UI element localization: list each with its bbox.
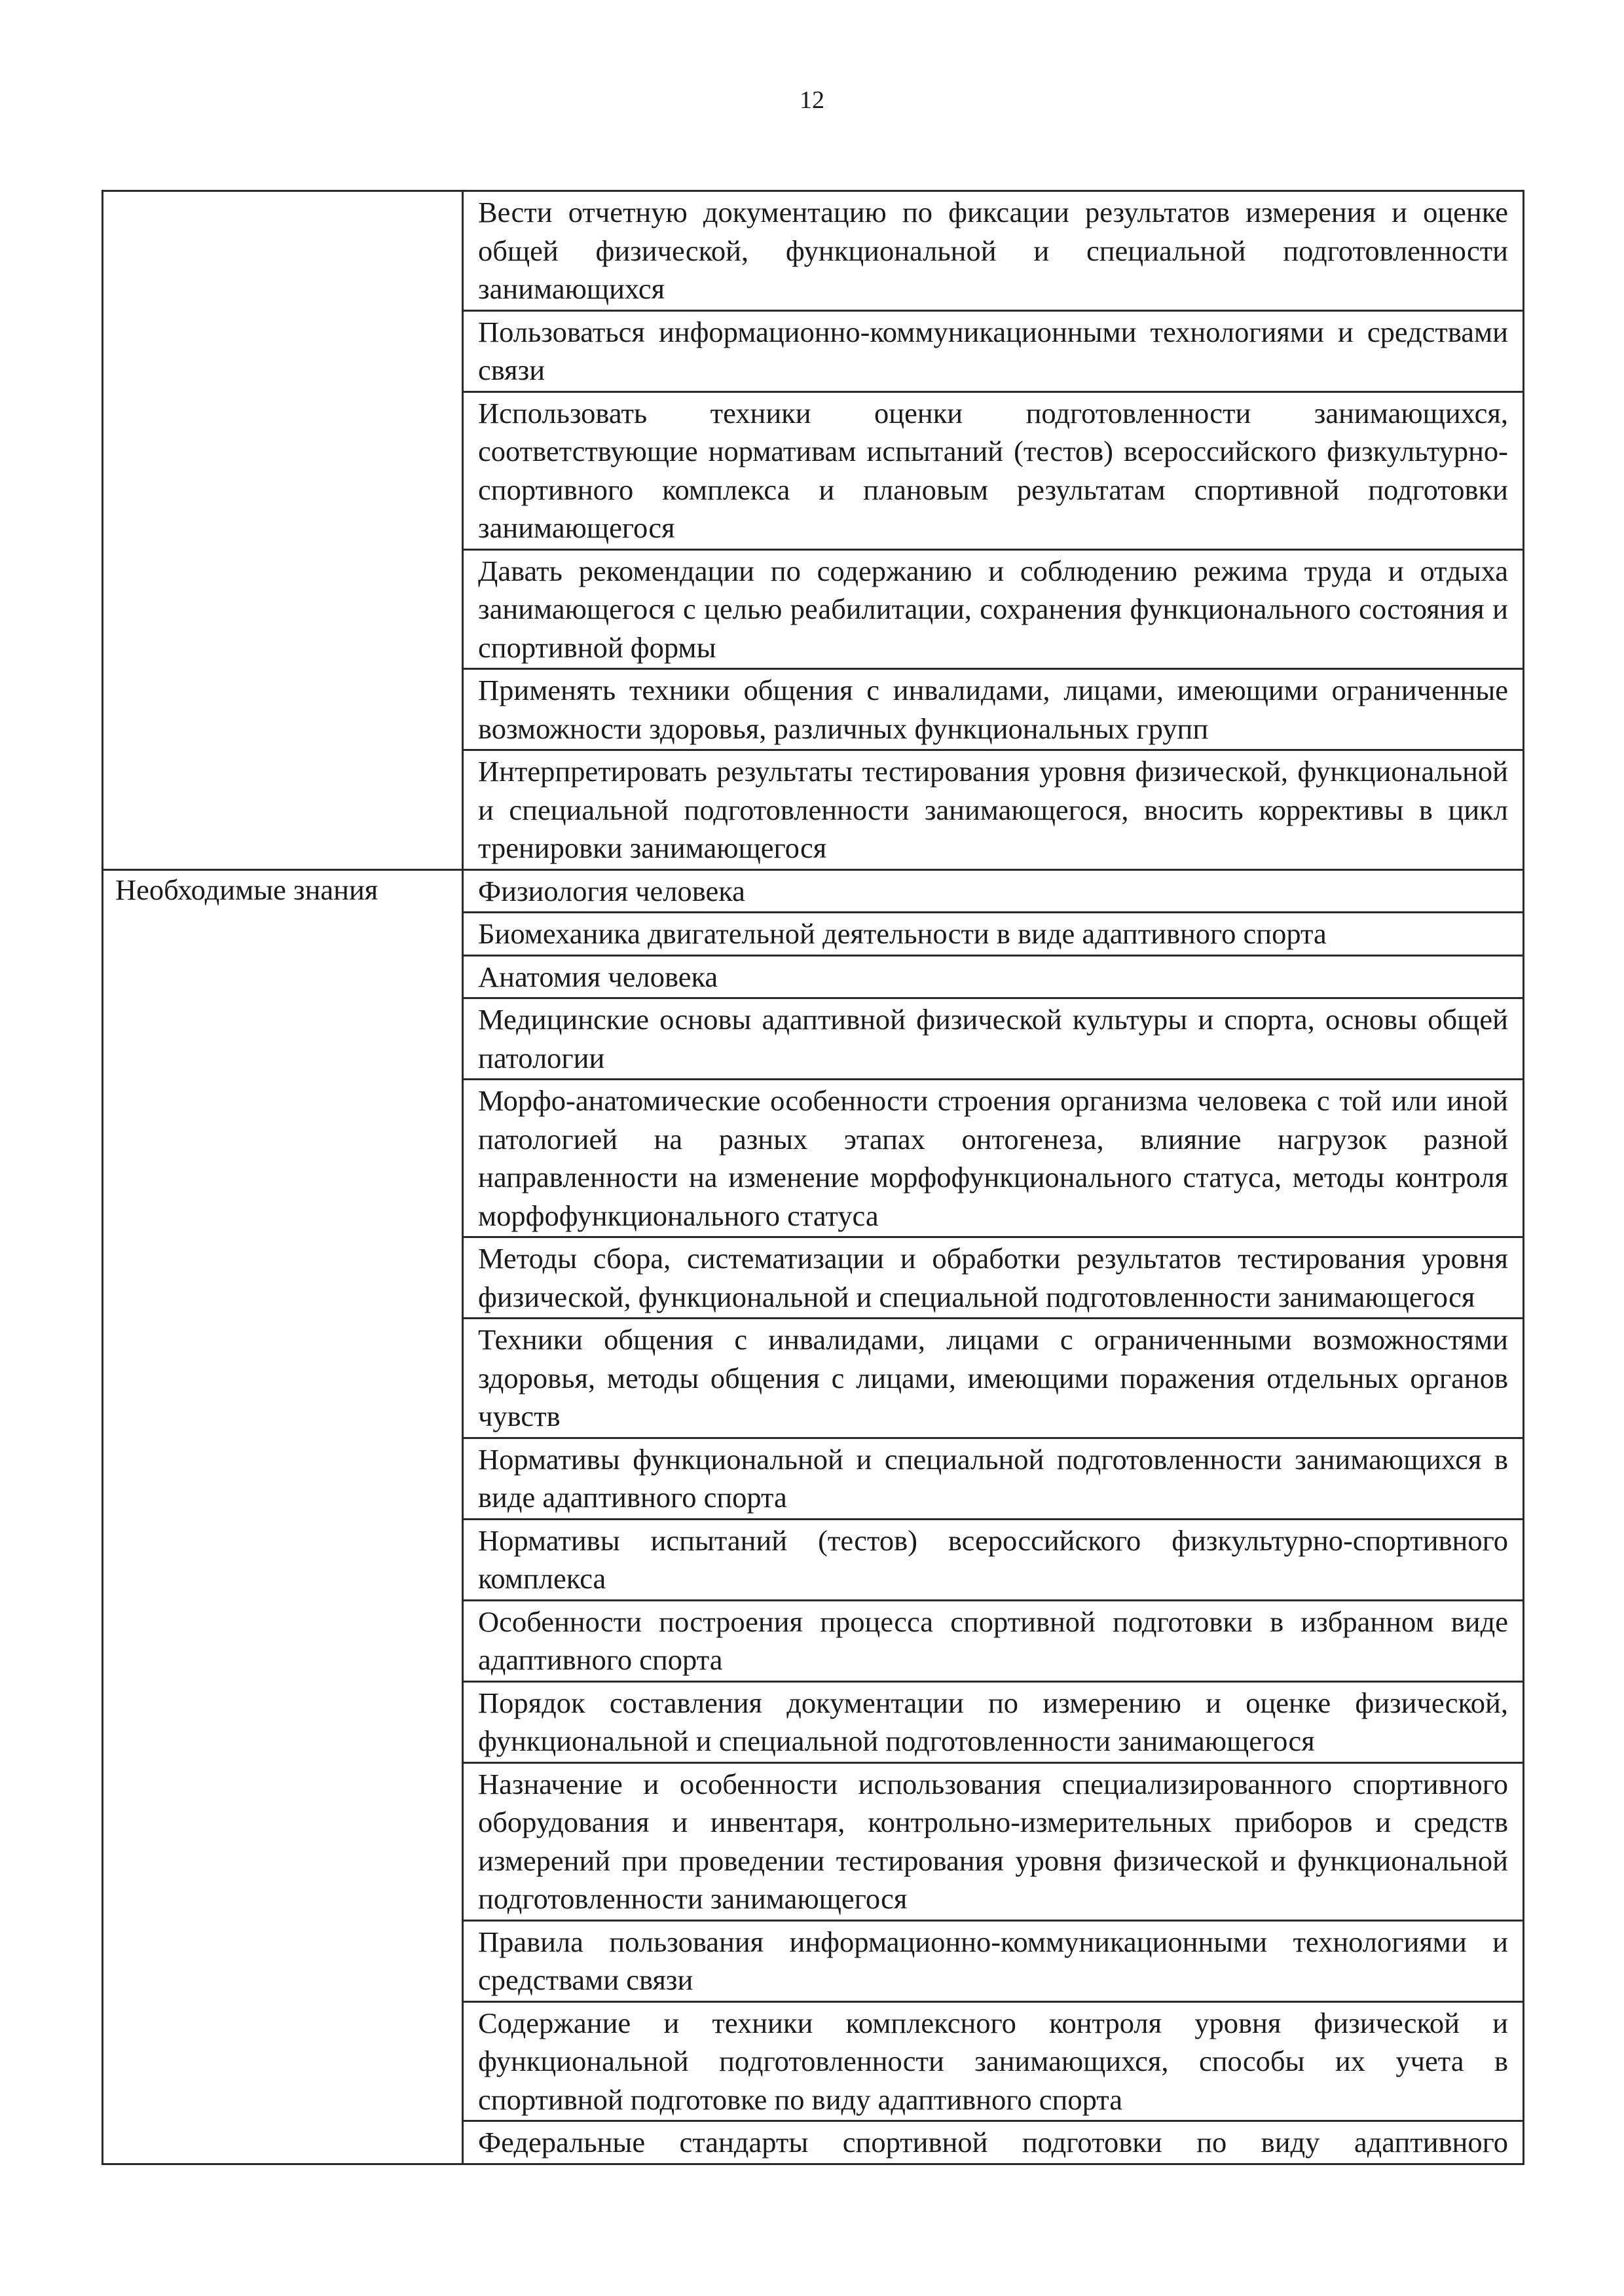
section-label-required-knowledge: Необходимые знания (103, 869, 463, 2164)
knowledge-item: Нормативы испытаний (тестов) всероссийского физкультурно-спортивного комплекса (463, 1519, 1524, 1600)
knowledge-item: Техники общения с инвалидами, лицами с ограниченными возможностями здоровья, методы общения с лицами, имеющими поражения отдельных органов чувств (463, 1319, 1524, 1438)
skill-item: Давать рекомендации по содержанию и соблюдению режима труда и отдыха занимающегося с целью реабилитации, сохранения функционального состояния и спортивной формы (463, 549, 1524, 669)
knowledge-item: Назначение и особенности использования специализированного спортивного оборудования и инвентаря, контрольно-измерительных приборов и средств измерений при проведении тестирования уровня физической и функциональной подготовленности занимающегося (463, 1762, 1524, 1920)
knowledge-item: Порядок составления документации по измерению и оценке физической, функциональной и специальной подготовленности занимающегося (463, 1681, 1524, 1762)
skill-item: Применять техники общения с инвалидами, лицами, имеющими ограниченные возможности здоровья, различных функциональных групп (463, 669, 1524, 750)
table-row (103, 869, 1524, 913)
knowledge-item: Нормативы функциональной и специальной подготовленности занимающихся в виде адаптивного спорта (463, 1438, 1524, 1519)
knowledge-item: Физиология человека (463, 869, 1524, 913)
skill-item: Вести отчетную документацию по фиксации результатов измерения и оценке общей физической, функциональной и специальной подготовленности занимающихся (478, 196, 1508, 305)
knowledge-item: Правила пользования информационно-коммуникационными технологиями и средствами связи (463, 1920, 1524, 2001)
knowledge-item: Методы сбора, систематизации и обработки результатов тестирования уровня физической, функциональной и специальной подготовленности занимающегося (463, 1237, 1524, 1319)
requirements-table (101, 190, 1524, 2165)
skill-item: Использовать техники оценки подготовленности занимающихся, соответствующие нормативам испытаний (тестов) всероссийского физкультурно-спортивного комплекса и плановым результатам спортивной подготовки занимающегося (463, 392, 1524, 549)
knowledge-item: Морфо-анатомические особенности строения организма человека с той или иной патологией на разных этапах онтогенеза, влияние нагрузок разной направленности на изменение морфофункционального статуса, методы контроля морфофункционального статуса (463, 1080, 1524, 1237)
knowledge-item: Медицинские основы адаптивной физической культуры и спорта, основы общей патологии (463, 998, 1524, 1080)
skill-item: Пользоваться информационно-коммуникационными технологиями и средствами связи (463, 310, 1524, 392)
knowledge-item: Содержание и техники комплексного контроля уровня физической и функциональной подготовленности занимающихся, способы их учета в спортивной подготовке по виду адаптивного спорта (463, 2001, 1524, 2121)
knowledge-item: Федеральные стандарты спортивной подготовки по виду адаптивного (463, 2121, 1524, 2164)
knowledge-item: Особенности построения процесса спортивной подготовки в избранном виде адаптивного спорта (463, 1600, 1524, 1681)
page-number: 12 (800, 86, 824, 114)
skill-item: Интерпретировать результаты тестирования уровня физической, функциональной и специальной подготовленности занимающегося, вносить коррективы в цикл тренировки занимающегося (463, 750, 1524, 870)
table-row (103, 191, 1524, 311)
section-label-empty (103, 191, 463, 870)
knowledge-item: Биомеханика двигательной деятельности в виде адаптивного спорта (463, 913, 1524, 956)
knowledge-item: Анатомия человека (463, 955, 1524, 998)
